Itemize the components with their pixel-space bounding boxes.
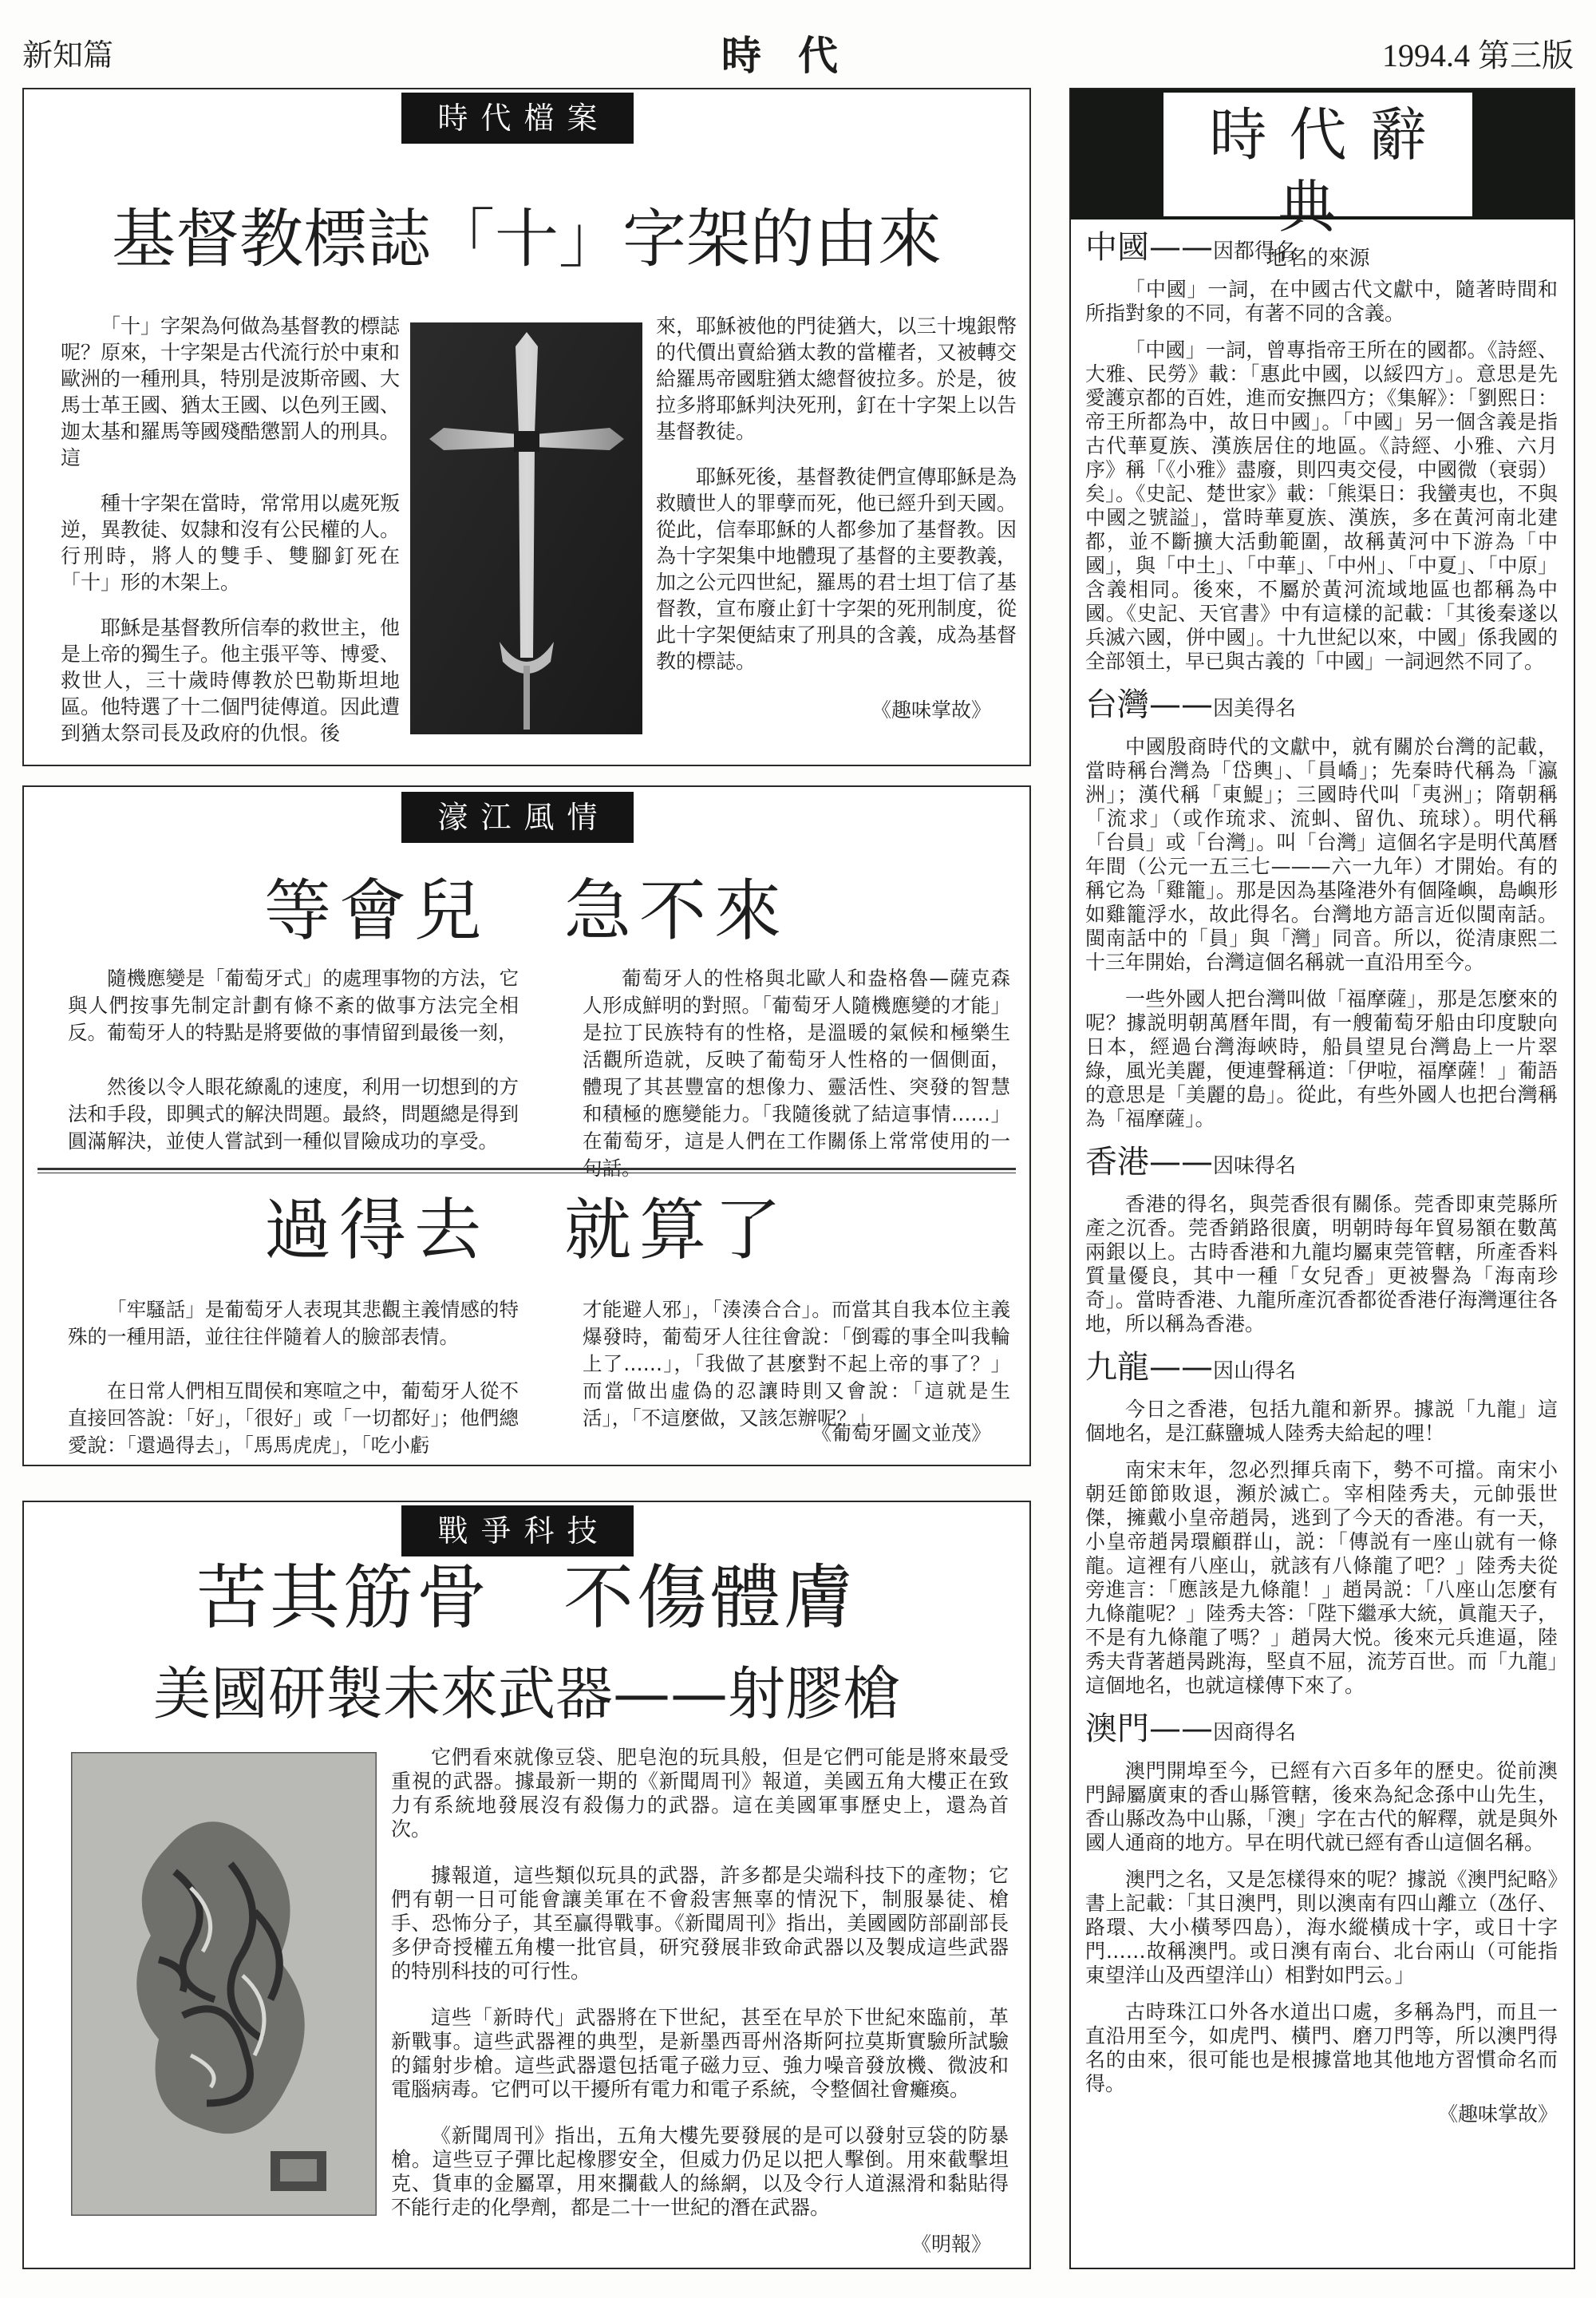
paragraph: 據報道，這些類似玩具的武器，許多都是尖端科技下的產物；它們有朝一日可能會讓美軍在不會殺害無辜的情況下，制服暴徒、槍手、恐怖分子，其至贏得戰事。《新聞周刊》指出，美國國防部副部長多伊奇授權五角樓一批官員，研究發展非致命武器以及製成這些武器的特別科技的可行性。 bbox=[391, 1864, 1009, 1983]
paragraph: 「牢騷話」是葡萄牙人表現其悲觀主義情感的特殊的一種用語，並往往伴隨着人的臉部表情。 bbox=[68, 1298, 519, 1348]
paragraph: 「中國」一詞，曾專指帝王所在的國都。《詩經、大雅、民勞》載：「惠此中國，以綏四方」。意思是先愛護京都的百姓，進而安撫四方；《集解》：「劉熙日：帝王所都為中，故日中國」。「中國」另一個含義是指古代華夏族、漢族居住的地區。《詩經、小雅、六月序》稱「《小雅》盡廢，則四夷交侵，中國微（衰弱）矣」。《史記、楚世家》載：「熊渠日：我蠻夷也，不與中國之號謚」，當時華夏族、漢族，多在黃河南北建都，並不斷擴大活動範圍，故稱黃河中下游為「中國」，與「中土」、「中華」、「中州」、「中夏」、「中原」含義相同。後來，不屬於黃河流域地區也都稱為中國。《史記、天官書》中有這樣的記載：「其後秦遂以兵滅六國，併中國」。十九世紀以來，中國」係我國的全部領土，早已與古義的「中國」一詞迥然不同了。 bbox=[1085, 338, 1558, 673]
article-subtitle: 美國研製未來武器——射膠槍 bbox=[152, 1660, 900, 1727]
paragraph: 來，耶穌被他的門徒猶大，以三十塊銀幣的代價出賣給猶太教的當權者，又被轉交給羅馬帝國駐猶太總督彼拉多。於是，彼拉多將耶穌判決死刑，釘在十字架上以告基督教徒。 bbox=[656, 314, 1017, 443]
paragraph: 葡萄牙人的性格與北歐人和盎格魯—薩克森人形成鮮明的對照。「葡萄牙人隨機應變的才能」是拉丁民族特有的性格，是溫暖的氣候和極樂生活觀所造就，反映了葡萄牙人性格的一個側面，體現了其甚豐富的想像力、靈活性、突發的智慧和積極的應變能力。「我隨後就了結這事情……」在葡萄牙，這是人們在工作關係上常常使用的一句話。 bbox=[583, 967, 1010, 1180]
article-column-1 bbox=[61, 313, 400, 765]
paragraph: 然後以令人眼花繚亂的速度，利用一切想到的方法和手段，即興式的解決問題。最終，問題總是得到圓滿解決，並使人嘗試到一種似冒險成功的享受。 bbox=[68, 1075, 519, 1153]
entry-heading-macau: 澳門——因商得名 bbox=[1085, 1711, 1297, 1747]
article-title-1: 等會兒 急不來 bbox=[263, 872, 789, 950]
paragraph: 這些「新時代」武器將在下世紀，甚至在早於下世紀來臨前，革新戰事。這些武器裡的典型，是新墨西哥州洛斯阿拉莫斯實驗所試驗的鐳射步槍。這些武器還包括電子磁力豆、強力噪音發放機、微波和電腦病毒。它們可以干擾所有電力和電子系統，令整個社會癱瘓。 bbox=[391, 2006, 1009, 2101]
masthead: 時代 bbox=[721, 33, 875, 79]
paragraph: 耶穌是基督教所信奉的救世主，他是上帝的獨生子。他主張平等、博愛、救世人，三十歲時傳教於巴勒斯坦地區。他特選了十二個門徒傳道。因此遭到猶太祭司長及政府的仇恨。後 bbox=[61, 616, 401, 745]
paragraph: 隨機應變是「葡萄牙式」的處理事物的方法，它與人們按事先制定計劃有條不紊的做事方法完全相反。葡萄牙人的特點是將要做的事情留到最後一刻， bbox=[68, 967, 519, 1044]
dictionary-source: 《趣味掌故》 bbox=[1437, 2102, 1558, 2126]
paragraph: 中國殷商時代的文獻中，就有關於台灣的記載，當時稱台灣為「岱輿」、「員嶠」；先秦時代稱為「瀛洲」；漢代稱「東鯷」；三國時代叫「夷洲」；隋朝稱「流求」（或作琉求、流虯、留仇、琉球）。明代稱「台員」或「台灣」。叫「台灣」這個名字是明代萬曆年間（公元一五三七———六一九年）才開始。有的稱它為「雞籠」。那是因為基隆港外有個隆嶼，島嶼形如雞籠浮水，故此得名。台灣地方語言近似閩南話。閩南話中的「員」與「灣」同音。所以，從清康熙二十三年開始，台灣這個名稱就一直沿用至今。 bbox=[1085, 735, 1558, 974]
paragraph: 一些外國人把台灣叫做「福摩薩」，那是怎麼來的呢？據説明朝萬曆年間，有一艘葡萄牙船由印度駛向日本，經過台灣海峽時，船員望見台灣島上一片翠綠，風光美麗，便連聲稱道：「伊啦，福摩薩！」葡語的意思是「美麗的島」。從此，有些外國人也把台灣稱為「福摩薩」。 bbox=[1085, 987, 1558, 1130]
section1-column-1 bbox=[68, 965, 519, 1182]
dictionary-title: 時代辭典 bbox=[1209, 101, 1449, 240]
article-source: 《趣味掌故》 bbox=[871, 698, 991, 722]
article-title: 苦其筋骨 不傷體膚 bbox=[196, 1556, 857, 1639]
entry-heading-china: 中國——因都得名 bbox=[1085, 229, 1297, 266]
entry-heading-hongkong: 香港——因味得名 bbox=[1085, 1144, 1297, 1181]
section2-column-1 bbox=[68, 1296, 519, 1486]
article-source: 《明報》 bbox=[911, 2233, 991, 2256]
cross-photo bbox=[410, 322, 642, 734]
paragraph: 澳門開埠至今，已經有六百多年的歷史。從前澳門歸屬廣東的香山縣管轄，後來為紀念孫中山先生，香山縣改為中山縣，「澳」字在古代的解釋，就是與外國人通商的地方。早在明代就已經有香山這個名稱。 bbox=[1085, 1759, 1558, 1854]
entry-heading-kowloon: 九龍——因山得名 bbox=[1085, 1349, 1297, 1386]
article-title-2: 過得去 就算了 bbox=[263, 1191, 789, 1269]
paragraph: 種十字架在當時，常常用以處死叛逆，異教徒、奴隸和沒有公民權的人。行刑時，將人的雙手、雙腳釘死在「十」形的木架上。 bbox=[61, 492, 401, 594]
article-weapons bbox=[22, 1501, 1031, 2269]
paragraph: 耶穌死後，基督教徒們宣傳耶穌是為救贖世人的罪孽而死，他已經升到天國。從此，信奉耶穌的人都參加了基督教。因為十字架集中地體現了基督的主要教義，加之公元四世紀，羅馬的君士坦丁信了基督教，宣布廢止釘十字架的死刑制度，從此十字架便結束了刑具的含義，成為基督教的標誌。 bbox=[656, 465, 1017, 673]
paragraph: 「十」字架為何做為基督教的標誌呢？原來，十字架是古代流行於中東和歐洲的一種刑具，特別是波斯帝國、大馬士革王國、猶太王國、以色列王國、迦太基和羅馬等國殘酷懲罰人的刑具。這 bbox=[61, 314, 401, 469]
entry-heading-taiwan: 台灣——因美得名 bbox=[1085, 686, 1297, 723]
article-column-2 bbox=[656, 313, 1017, 694]
section-name: 新知篇 bbox=[22, 38, 114, 73]
article-cross bbox=[22, 88, 1031, 766]
issue-date: 1994.4 第三版 bbox=[1382, 38, 1574, 73]
paragraph: 才能避人邪」，「湊湊合合」。而當其自我本位主義爆發時，葡萄牙人往往會說：「倒霉的事全叫我輪上了……」，「我做了甚麼對不起上帝的事了？」而當做出虛偽的忍讓時則又會說：「這就是生活」，「不這麼做，又該怎辦呢？」 bbox=[583, 1298, 1010, 1430]
section-tag: 時代檔案 bbox=[401, 93, 634, 144]
dictionary-subtitle: 地名的來源 bbox=[1266, 247, 1370, 271]
paragraph: 在日常人們相互間侯和寒喧之中，葡萄牙人從不直接回答說：「好」，「很好」或「一切都好」；他們總愛說：「還過得去」，「馬馬虎虎」，「吃小虧 bbox=[68, 1379, 519, 1457]
section-tag: 濠江風情 bbox=[401, 792, 634, 843]
article-macau bbox=[22, 785, 1031, 1466]
article-source: 《葡萄牙圖文並茂》 bbox=[811, 1422, 991, 1445]
paragraph: 古時珠江口外各水道出口處，多稱為門，而且一直沿用至今，如虎門、橫門、磨刀門等，所以澳門得名的由來，很可能也是根據當地其他地方習慣命名而得。 bbox=[1085, 2000, 1558, 2095]
paragraph: 它們看來就像豆袋、肥皂泡的玩具般，但是它們可能是將來最受重視的武器。據最新一期的《新聞周刊》報道，美國五角大樓正在致力有系統地發展沒有殺傷力的武器。這在美國軍事歷史上，還為首次。 bbox=[391, 1746, 1009, 1841]
weapon-photo bbox=[71, 1752, 377, 2216]
divider bbox=[38, 1168, 1016, 1173]
paragraph: 澳門之名，又是怎樣得來的呢？據説《澳門紀略》書上記載：「其日澳門，則以澳南有四山離立（氹仔、路環、大小橫琴四島），海水縱橫成十字，或日十字門……故稱澳門。或日澳有南台、北台兩山（可能指東望洋山及西望洋山）相對如門云。」 bbox=[1085, 1868, 1558, 1987]
paragraph: 香港的得名，與莞香很有關係。莞香即東莞縣所產之沉香。莞香銷路很廣，明朝時每年貿易額在數萬兩銀以上。古時香港和九龍均屬東莞管轄，所產香料質量優良，其中一種「女兒香」更被譽為「海南珍奇」。當時香港、九龍所產沉香都從香港仔海灣運往各地，所以稱為香港。 bbox=[1085, 1193, 1558, 1335]
dictionary-body bbox=[1085, 229, 1558, 2126]
paragraph: 今日之香港，包括九龍和新界。據説「九龍」這個地名，是江蘇鹽城人陸秀夫給起的哩！ bbox=[1085, 1398, 1558, 1445]
article-body bbox=[391, 1746, 1009, 2242]
article-title: 基督教標誌「十」字架的由來 bbox=[112, 202, 942, 276]
paragraph: 《新聞周刊》指出，五角大樓先要發展的是可以發射豆袋的防暴槍。這些豆子彈比起橡膠安全，但威力仍足以把人擊倒。用來截擊坦克、貨車的金屬罩，用來攔截人的絲網，以及令行人道濕滑和黏貼得不能行走的化學劑，都是二十一世紀的潛在武器。 bbox=[391, 2124, 1009, 2219]
dictionary-column bbox=[1069, 88, 1575, 2269]
section-tag: 戰爭科技 bbox=[401, 1505, 634, 1556]
paragraph: 「中國」一詞，在中國古代文獻中，隨著時間和所指對象的不同，有著不同的含義。 bbox=[1085, 278, 1558, 325]
paragraph: 南宋末年，忽必烈揮兵南下，勢不可擋。南宋小朝廷節節敗退，瀕於滅亡。宰相陸秀夫，元帥張世傑，擁戴小皇帝趙昺，逃到了今天的香港。有一天，小皇帝趙昺環顧群山，説：「傳説有一座山就有一條龍。這裡有八座山，就該有八條龍了吧？」陸秀夫從旁進言：「應該是九條龍！」趙昺説：「八座山怎麼有九條龍呢？」陸秀夫答：「陛下繼承大統，眞龍天子，不是有九條龍了嗎？」趙昺大悦。後來元兵進逼，陸秀夫背著趙昺跳海，堅貞不屈，流芳百世。而「九龍」這個地名，也就這樣傳下來了。 bbox=[1085, 1458, 1558, 1697]
